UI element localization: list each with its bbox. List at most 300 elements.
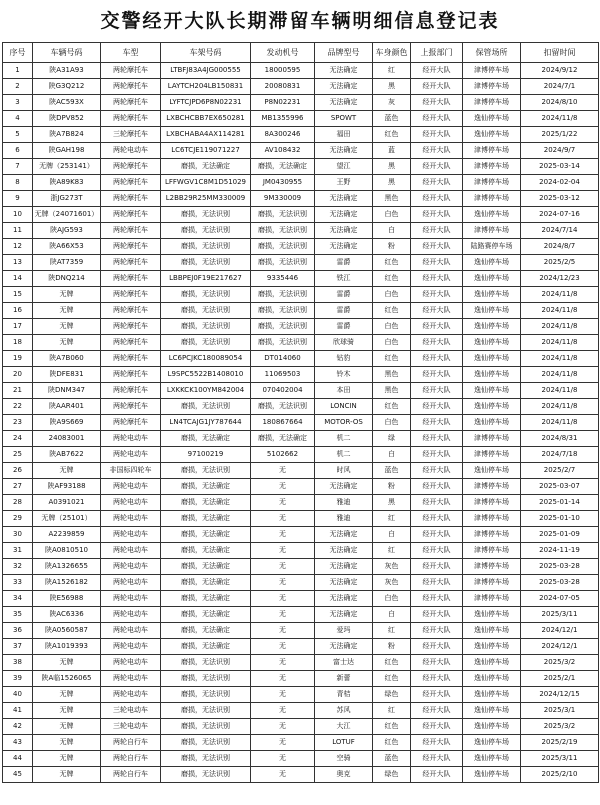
- col-engine-no-cell: 8A300246: [251, 127, 315, 143]
- col-dept-cell: 经开大队: [411, 127, 463, 143]
- table-row: [3, 447, 599, 463]
- col-frame-no-cell: LFFWGV1C8M1D51029: [161, 175, 251, 191]
- table-row: [3, 143, 599, 159]
- col-index-cell: 43: [3, 735, 33, 751]
- col-storage-cell: 逸仙停车场: [463, 367, 521, 383]
- table-row: [3, 223, 599, 239]
- col-engine-no-cell: 磨损，无法确定: [251, 159, 315, 175]
- col-type-cell: 两轮摩托车: [101, 79, 161, 95]
- col-dept-cell: 经开大队: [411, 431, 463, 447]
- col-dept-cell: 经开大队: [411, 623, 463, 639]
- col-index-cell: 27: [3, 479, 33, 495]
- table-row: [3, 271, 599, 287]
- col-index-cell: 35: [3, 607, 33, 623]
- table-row: [3, 335, 599, 351]
- col-frame-no-cell: LBBPEJ0F19E217627: [161, 271, 251, 287]
- col-frame-no-cell: 磨损，无法确定: [161, 575, 251, 591]
- col-brand-cell: 雅迪: [315, 511, 373, 527]
- table-row: [3, 175, 599, 191]
- col-color-cell: 绿色: [373, 767, 411, 783]
- col-brand-cell: 本田: [315, 383, 373, 399]
- col-type-cell: 两轮摩托车: [101, 159, 161, 175]
- col-date-cell: 2024/7/14: [521, 223, 599, 239]
- col-color-cell: 红色: [373, 655, 411, 671]
- col-index-cell: 2: [3, 79, 33, 95]
- col-color-header: 车身颜色: [373, 43, 411, 63]
- col-index-cell: 42: [3, 719, 33, 735]
- col-storage-cell: 津博停车场: [463, 575, 521, 591]
- col-date-cell: 2024-07-16: [521, 207, 599, 223]
- col-engine-no-cell: MB1355996: [251, 111, 315, 127]
- col-plate-cell: 无牌: [33, 751, 101, 767]
- col-plate-cell: 陕AAR401: [33, 399, 101, 415]
- col-storage-cell: 逸仙停车场: [463, 703, 521, 719]
- table-row: [3, 431, 599, 447]
- col-index-cell: 21: [3, 383, 33, 399]
- col-index-cell: 24: [3, 431, 33, 447]
- col-date-cell: 2025/3/11: [521, 607, 599, 623]
- col-color-cell: 红色: [373, 719, 411, 735]
- col-dept-cell: 经开大队: [411, 703, 463, 719]
- col-type-cell: 两轮摩托车: [101, 335, 161, 351]
- col-engine-no-cell: 磨损，无法识别: [251, 207, 315, 223]
- col-plate-cell: 陕DNM347: [33, 383, 101, 399]
- col-type-cell: 两轮电动车: [101, 655, 161, 671]
- col-engine-no-cell: 磨损，无法识别: [251, 239, 315, 255]
- table-row: [3, 735, 599, 751]
- col-brand-cell: 无法确定: [315, 191, 373, 207]
- col-brand-cell: 无法确定: [315, 63, 373, 79]
- col-frame-no-cell: 97100219: [161, 447, 251, 463]
- col-engine-no-cell: 无: [251, 511, 315, 527]
- col-plate-cell: 无牌（25101）: [33, 511, 101, 527]
- col-type-cell: 两轮摩托车: [101, 399, 161, 415]
- col-color-cell: 粉: [373, 479, 411, 495]
- col-brand-cell: LOTUF: [315, 735, 373, 751]
- col-color-cell: 白: [373, 527, 411, 543]
- col-frame-no-cell: 磨损，无法识别: [161, 255, 251, 271]
- col-type-cell: 两轮摩托车: [101, 63, 161, 79]
- col-brand-cell: 无法确定: [315, 559, 373, 575]
- table-row: [3, 207, 599, 223]
- table-row: [3, 191, 599, 207]
- col-date-cell: 2025/2/19: [521, 735, 599, 751]
- col-color-cell: 红色: [373, 271, 411, 287]
- col-storage-cell: 逸仙停车场: [463, 623, 521, 639]
- col-date-cell: 2024/12/15: [521, 687, 599, 703]
- table-row: [3, 511, 599, 527]
- col-dept-cell: 经开大队: [411, 159, 463, 175]
- col-index-cell: 26: [3, 463, 33, 479]
- col-plate-cell: 陕A9S669: [33, 415, 101, 431]
- col-plate-cell: 无牌: [33, 335, 101, 351]
- col-plate-cell: 陕DPV852: [33, 111, 101, 127]
- col-type-cell: 非国标四轮车: [101, 463, 161, 479]
- col-index-cell: 23: [3, 415, 33, 431]
- col-type-cell: 两轮摩托车: [101, 367, 161, 383]
- col-storage-cell: 逸仙停车场: [463, 335, 521, 351]
- col-engine-no-cell: 180867664: [251, 415, 315, 431]
- col-storage-cell: 津博停车场: [463, 495, 521, 511]
- col-type-cell: 两轮电动车: [101, 639, 161, 655]
- col-dept-cell: 经开大队: [411, 319, 463, 335]
- col-frame-no-cell: 磨损，无法识别: [161, 671, 251, 687]
- col-frame-no-cell: 磨损，无法确定: [161, 159, 251, 175]
- table-row: [3, 383, 599, 399]
- table-row: [3, 127, 599, 143]
- col-color-cell: 灰色: [373, 559, 411, 575]
- col-frame-no-cell: LXBCHABA4AX114281: [161, 127, 251, 143]
- col-storage-cell: 津博停车场: [463, 511, 521, 527]
- col-color-cell: 红色: [373, 671, 411, 687]
- col-plate-cell: 陕G3Q212: [33, 79, 101, 95]
- col-frame-no-cell: 磨损，无法确定: [161, 431, 251, 447]
- col-storage-cell: 逸仙停车场: [463, 655, 521, 671]
- col-date-cell: 2025/2/1: [521, 671, 599, 687]
- col-date-cell: 2024/11/8: [521, 335, 599, 351]
- table-row: [3, 255, 599, 271]
- col-color-cell: 红: [373, 511, 411, 527]
- col-brand-cell: 新蕾: [315, 671, 373, 687]
- col-color-cell: 黑: [373, 79, 411, 95]
- col-dept-cell: 经开大队: [411, 751, 463, 767]
- col-plate-cell: 陕A7B060: [33, 351, 101, 367]
- col-dept-cell: 经开大队: [411, 735, 463, 751]
- col-date-cell: 2024/8/10: [521, 95, 599, 111]
- col-dept-cell: 经开大队: [411, 463, 463, 479]
- col-date-cell: 2024/9/12: [521, 63, 599, 79]
- col-frame-no-cell: LN4TCAJG1JY787644: [161, 415, 251, 431]
- col-index-cell: 6: [3, 143, 33, 159]
- col-frame-no-cell: 磨损，无法确定: [161, 543, 251, 559]
- table-row: [3, 399, 599, 415]
- col-engine-no-header: 发动机号: [251, 43, 315, 63]
- col-date-cell: 2024/7/1: [521, 79, 599, 95]
- col-frame-no-cell: LC6PCJKC180089054: [161, 351, 251, 367]
- col-storage-cell: 逸仙停车场: [463, 767, 521, 783]
- col-engine-no-cell: 无: [251, 671, 315, 687]
- col-engine-no-cell: 无: [251, 575, 315, 591]
- col-date-cell: 2025/3/2: [521, 655, 599, 671]
- col-plate-cell: 浙JG273T: [33, 191, 101, 207]
- col-plate-cell: 陕AC593X: [33, 95, 101, 111]
- col-type-cell: 两轮摩托车: [101, 271, 161, 287]
- col-brand-cell: 无法确定: [315, 95, 373, 111]
- col-date-cell: 2024/7/18: [521, 447, 599, 463]
- col-frame-no-cell: 磨损，无法确定: [161, 607, 251, 623]
- col-brand-cell: 福田: [315, 127, 373, 143]
- col-color-cell: 黑: [373, 175, 411, 191]
- col-type-cell: 三轮摩托车: [101, 127, 161, 143]
- col-frame-no-cell: LYFTCJPD6P8N02231: [161, 95, 251, 111]
- table-row: [3, 527, 599, 543]
- col-index-cell: 39: [3, 671, 33, 687]
- col-type-cell: 两轮电动车: [101, 607, 161, 623]
- col-storage-cell: 逸仙停车场: [463, 127, 521, 143]
- col-plate-cell: 陕A1326655: [33, 559, 101, 575]
- col-frame-no-cell: 磨损，无法识别: [161, 655, 251, 671]
- col-plate-cell: 无牌: [33, 767, 101, 783]
- col-storage-cell: 逸仙停车场: [463, 751, 521, 767]
- col-plate-cell: 陕AJG593: [33, 223, 101, 239]
- col-date-header: 扣留时间: [521, 43, 599, 63]
- table-row: [3, 543, 599, 559]
- col-type-cell: 两轮电动车: [101, 527, 161, 543]
- col-storage-header: 保管场所: [463, 43, 521, 63]
- col-storage-cell: 津博停车场: [463, 79, 521, 95]
- col-frame-no-header: 车架号码: [161, 43, 251, 63]
- col-type-cell: 两轮电动车: [101, 143, 161, 159]
- col-color-cell: 粉: [373, 239, 411, 255]
- col-brand-cell: 无法确定: [315, 591, 373, 607]
- col-plate-cell: 陕DNQ214: [33, 271, 101, 287]
- col-plate-cell: 陕AF93188: [33, 479, 101, 495]
- col-engine-no-cell: 18000595: [251, 63, 315, 79]
- col-frame-no-cell: LC6TCJE119071227: [161, 143, 251, 159]
- col-dept-cell: 经开大队: [411, 111, 463, 127]
- col-date-cell: 2025-03-14: [521, 159, 599, 175]
- col-storage-cell: 逸仙停车场: [463, 607, 521, 623]
- col-brand-cell: 雷爵: [315, 319, 373, 335]
- col-color-cell: 白色: [373, 319, 411, 335]
- col-brand-cell: MOTOR-OS: [315, 415, 373, 431]
- col-storage-cell: 津博停车场: [463, 527, 521, 543]
- col-engine-no-cell: 无: [251, 495, 315, 511]
- col-brand-cell: 大江: [315, 719, 373, 735]
- col-engine-no-cell: 无: [251, 751, 315, 767]
- col-dept-cell: 经开大队: [411, 175, 463, 191]
- col-engine-no-cell: 5102662: [251, 447, 315, 463]
- col-color-cell: 白: [373, 607, 411, 623]
- table-row: [3, 559, 599, 575]
- col-engine-no-cell: 磨损，无法识别: [251, 335, 315, 351]
- col-index-cell: 7: [3, 159, 33, 175]
- col-frame-no-cell: LXBCHCBB7EX650281: [161, 111, 251, 127]
- col-storage-cell: 逸仙停车场: [463, 383, 521, 399]
- col-plate-cell: 无牌: [33, 319, 101, 335]
- col-brand-cell: 雷爵: [315, 303, 373, 319]
- col-color-cell: 白色: [373, 207, 411, 223]
- col-index-cell: 9: [3, 191, 33, 207]
- col-plate-cell: 无牌: [33, 719, 101, 735]
- col-dept-cell: 经开大队: [411, 399, 463, 415]
- table-row: [3, 367, 599, 383]
- col-color-cell: 黑色: [373, 383, 411, 399]
- col-type-cell: 两轮摩托车: [101, 319, 161, 335]
- table-row: [3, 575, 599, 591]
- col-brand-cell: 机二: [315, 447, 373, 463]
- col-type-cell: 两轮自行车: [101, 767, 161, 783]
- col-date-cell: 2025-01-14: [521, 495, 599, 511]
- table-row: [3, 239, 599, 255]
- col-engine-no-cell: 无: [251, 527, 315, 543]
- col-brand-cell: 无法确定: [315, 575, 373, 591]
- col-index-cell: 1: [3, 63, 33, 79]
- col-type-cell: 两轮自行车: [101, 735, 161, 751]
- col-date-cell: 2025/2/5: [521, 255, 599, 271]
- col-type-cell: 两轮摩托车: [101, 383, 161, 399]
- col-brand-cell: 青桔: [315, 687, 373, 703]
- col-index-cell: 38: [3, 655, 33, 671]
- col-dept-cell: 经开大队: [411, 255, 463, 271]
- col-color-cell: 白色: [373, 415, 411, 431]
- col-frame-no-cell: 磨损，无法确定: [161, 479, 251, 495]
- col-brand-cell: 苏风: [315, 703, 373, 719]
- col-dept-cell: 经开大队: [411, 767, 463, 783]
- col-frame-no-cell: L9SPC5522B1408010: [161, 367, 251, 383]
- col-brand-cell: 钻豹: [315, 351, 373, 367]
- col-color-cell: 蓝: [373, 143, 411, 159]
- col-plate-cell: 无牌: [33, 703, 101, 719]
- col-plate-cell: 陕AC6336: [33, 607, 101, 623]
- col-storage-cell: 津博停车场: [463, 159, 521, 175]
- col-plate-header: 车辆号码: [33, 43, 101, 63]
- col-date-cell: 2025/2/7: [521, 463, 599, 479]
- col-frame-no-cell: L2BB29R25MM330009: [161, 191, 251, 207]
- col-plate-cell: 陕A1526182: [33, 575, 101, 591]
- col-type-cell: 两轮摩托车: [101, 223, 161, 239]
- table-row: [3, 159, 599, 175]
- col-type-cell: 三轮电动车: [101, 703, 161, 719]
- col-type-cell: 两轮摩托车: [101, 111, 161, 127]
- table-row: [3, 79, 599, 95]
- col-date-cell: 2024/11/8: [521, 399, 599, 415]
- col-frame-no-cell: 磨损，无法识别: [161, 735, 251, 751]
- col-plate-cell: 陕GAH198: [33, 143, 101, 159]
- col-index-cell: 44: [3, 751, 33, 767]
- col-storage-cell: 陆路赛停车场: [463, 239, 521, 255]
- col-dept-cell: 经开大队: [411, 383, 463, 399]
- col-index-cell: 45: [3, 767, 33, 783]
- col-color-cell: 黑色: [373, 191, 411, 207]
- col-type-cell: 两轮摩托车: [101, 191, 161, 207]
- col-dept-cell: 经开大队: [411, 511, 463, 527]
- col-engine-no-cell: 无: [251, 463, 315, 479]
- col-storage-cell: 逸仙停车场: [463, 671, 521, 687]
- col-type-cell: 两轮电动车: [101, 447, 161, 463]
- col-type-cell: 两轮电动车: [101, 575, 161, 591]
- col-index-cell: 12: [3, 239, 33, 255]
- col-date-cell: 2024/11/8: [521, 383, 599, 399]
- col-storage-cell: 逸仙停车场: [463, 287, 521, 303]
- col-color-cell: 红色: [373, 399, 411, 415]
- col-dept-cell: 经开大队: [411, 415, 463, 431]
- col-engine-no-cell: DT014060: [251, 351, 315, 367]
- col-storage-cell: 津博停车场: [463, 559, 521, 575]
- col-dept-cell: 经开大队: [411, 95, 463, 111]
- col-plate-cell: 无牌: [33, 463, 101, 479]
- col-date-cell: 2025-03-12: [521, 191, 599, 207]
- col-type-cell: 两轮摩托车: [101, 239, 161, 255]
- col-dept-cell: 经开大队: [411, 143, 463, 159]
- col-type-cell: 两轮自行车: [101, 751, 161, 767]
- col-index-cell: 3: [3, 95, 33, 111]
- col-type-cell: 两轮电动车: [101, 559, 161, 575]
- col-plate-cell: 24083001: [33, 431, 101, 447]
- col-date-cell: 2025-01-09: [521, 527, 599, 543]
- col-date-cell: 2024/11/8: [521, 351, 599, 367]
- col-brand-cell: 铁江: [315, 271, 373, 287]
- col-color-cell: 红色: [373, 255, 411, 271]
- col-date-cell: 2025/3/2: [521, 719, 599, 735]
- col-engine-no-cell: 磨损，无法识别: [251, 399, 315, 415]
- col-engine-no-cell: 无: [251, 703, 315, 719]
- col-dept-cell: 经开大队: [411, 687, 463, 703]
- col-dept-cell: 经开大队: [411, 655, 463, 671]
- col-engine-no-cell: 无: [251, 559, 315, 575]
- col-date-cell: 2024/8/7: [521, 239, 599, 255]
- col-color-cell: 白色: [373, 287, 411, 303]
- col-date-cell: 2024/12/23: [521, 271, 599, 287]
- col-color-cell: 粉: [373, 639, 411, 655]
- col-engine-no-cell: 磨损，无法确定: [251, 431, 315, 447]
- col-dept-cell: 经开大队: [411, 271, 463, 287]
- col-color-cell: 红: [373, 703, 411, 719]
- col-engine-no-cell: 无: [251, 735, 315, 751]
- col-index-header: 序号: [3, 43, 33, 63]
- col-brand-cell: 无法确定: [315, 239, 373, 255]
- col-brand-cell: 富士达: [315, 655, 373, 671]
- col-index-cell: 28: [3, 495, 33, 511]
- col-storage-cell: 津博停车场: [463, 591, 521, 607]
- col-brand-cell: 爱玛: [315, 623, 373, 639]
- col-plate-cell: A0391021: [33, 495, 101, 511]
- table-row: [3, 591, 599, 607]
- col-engine-no-cell: 无: [251, 655, 315, 671]
- col-storage-cell: 逸仙停车场: [463, 399, 521, 415]
- col-date-cell: 2024/11/8: [521, 319, 599, 335]
- col-dept-cell: 经开大队: [411, 287, 463, 303]
- col-date-cell: 2025-03-28: [521, 575, 599, 591]
- col-brand-cell: 望江: [315, 159, 373, 175]
- col-plate-cell: 陕A7B824: [33, 127, 101, 143]
- col-index-cell: 37: [3, 639, 33, 655]
- col-index-cell: 4: [3, 111, 33, 127]
- col-engine-no-cell: P8N02231: [251, 95, 315, 111]
- col-storage-cell: 津博停车场: [463, 95, 521, 111]
- col-type-cell: 两轮摩托车: [101, 415, 161, 431]
- col-plate-cell: 无牌（24071601）: [33, 207, 101, 223]
- table-row: [3, 111, 599, 127]
- col-index-cell: 40: [3, 687, 33, 703]
- col-plate-cell: 陕A89K83: [33, 175, 101, 191]
- col-brand-cell: LONCIN: [315, 399, 373, 415]
- col-color-cell: 黑色: [373, 367, 411, 383]
- col-brand-cell: SPOWT: [315, 111, 373, 127]
- col-color-cell: 红: [373, 623, 411, 639]
- col-storage-cell: 津博停车场: [463, 479, 521, 495]
- col-frame-no-cell: 磨损，无法识别: [161, 463, 251, 479]
- col-dept-cell: 经开大队: [411, 351, 463, 367]
- col-frame-no-cell: 磨损，无法识别: [161, 223, 251, 239]
- col-color-cell: 白: [373, 223, 411, 239]
- col-color-cell: 白色: [373, 335, 411, 351]
- col-date-cell: 2024/9/7: [521, 143, 599, 159]
- col-index-cell: 10: [3, 207, 33, 223]
- col-type-cell: 两轮摩托车: [101, 287, 161, 303]
- col-brand-cell: 欣球骑: [315, 335, 373, 351]
- col-dept-cell: 经开大队: [411, 335, 463, 351]
- col-index-cell: 17: [3, 319, 33, 335]
- col-date-cell: 2025-03-28: [521, 559, 599, 575]
- col-storage-cell: 津博停车场: [463, 543, 521, 559]
- col-brand-cell: 铃木: [315, 367, 373, 383]
- col-frame-no-cell: 磨损，无法确定: [161, 623, 251, 639]
- col-dept-cell: 经开大队: [411, 495, 463, 511]
- col-dept-cell: 经开大队: [411, 543, 463, 559]
- col-frame-no-cell: 磨损，无法识别: [161, 335, 251, 351]
- table-row: [3, 463, 599, 479]
